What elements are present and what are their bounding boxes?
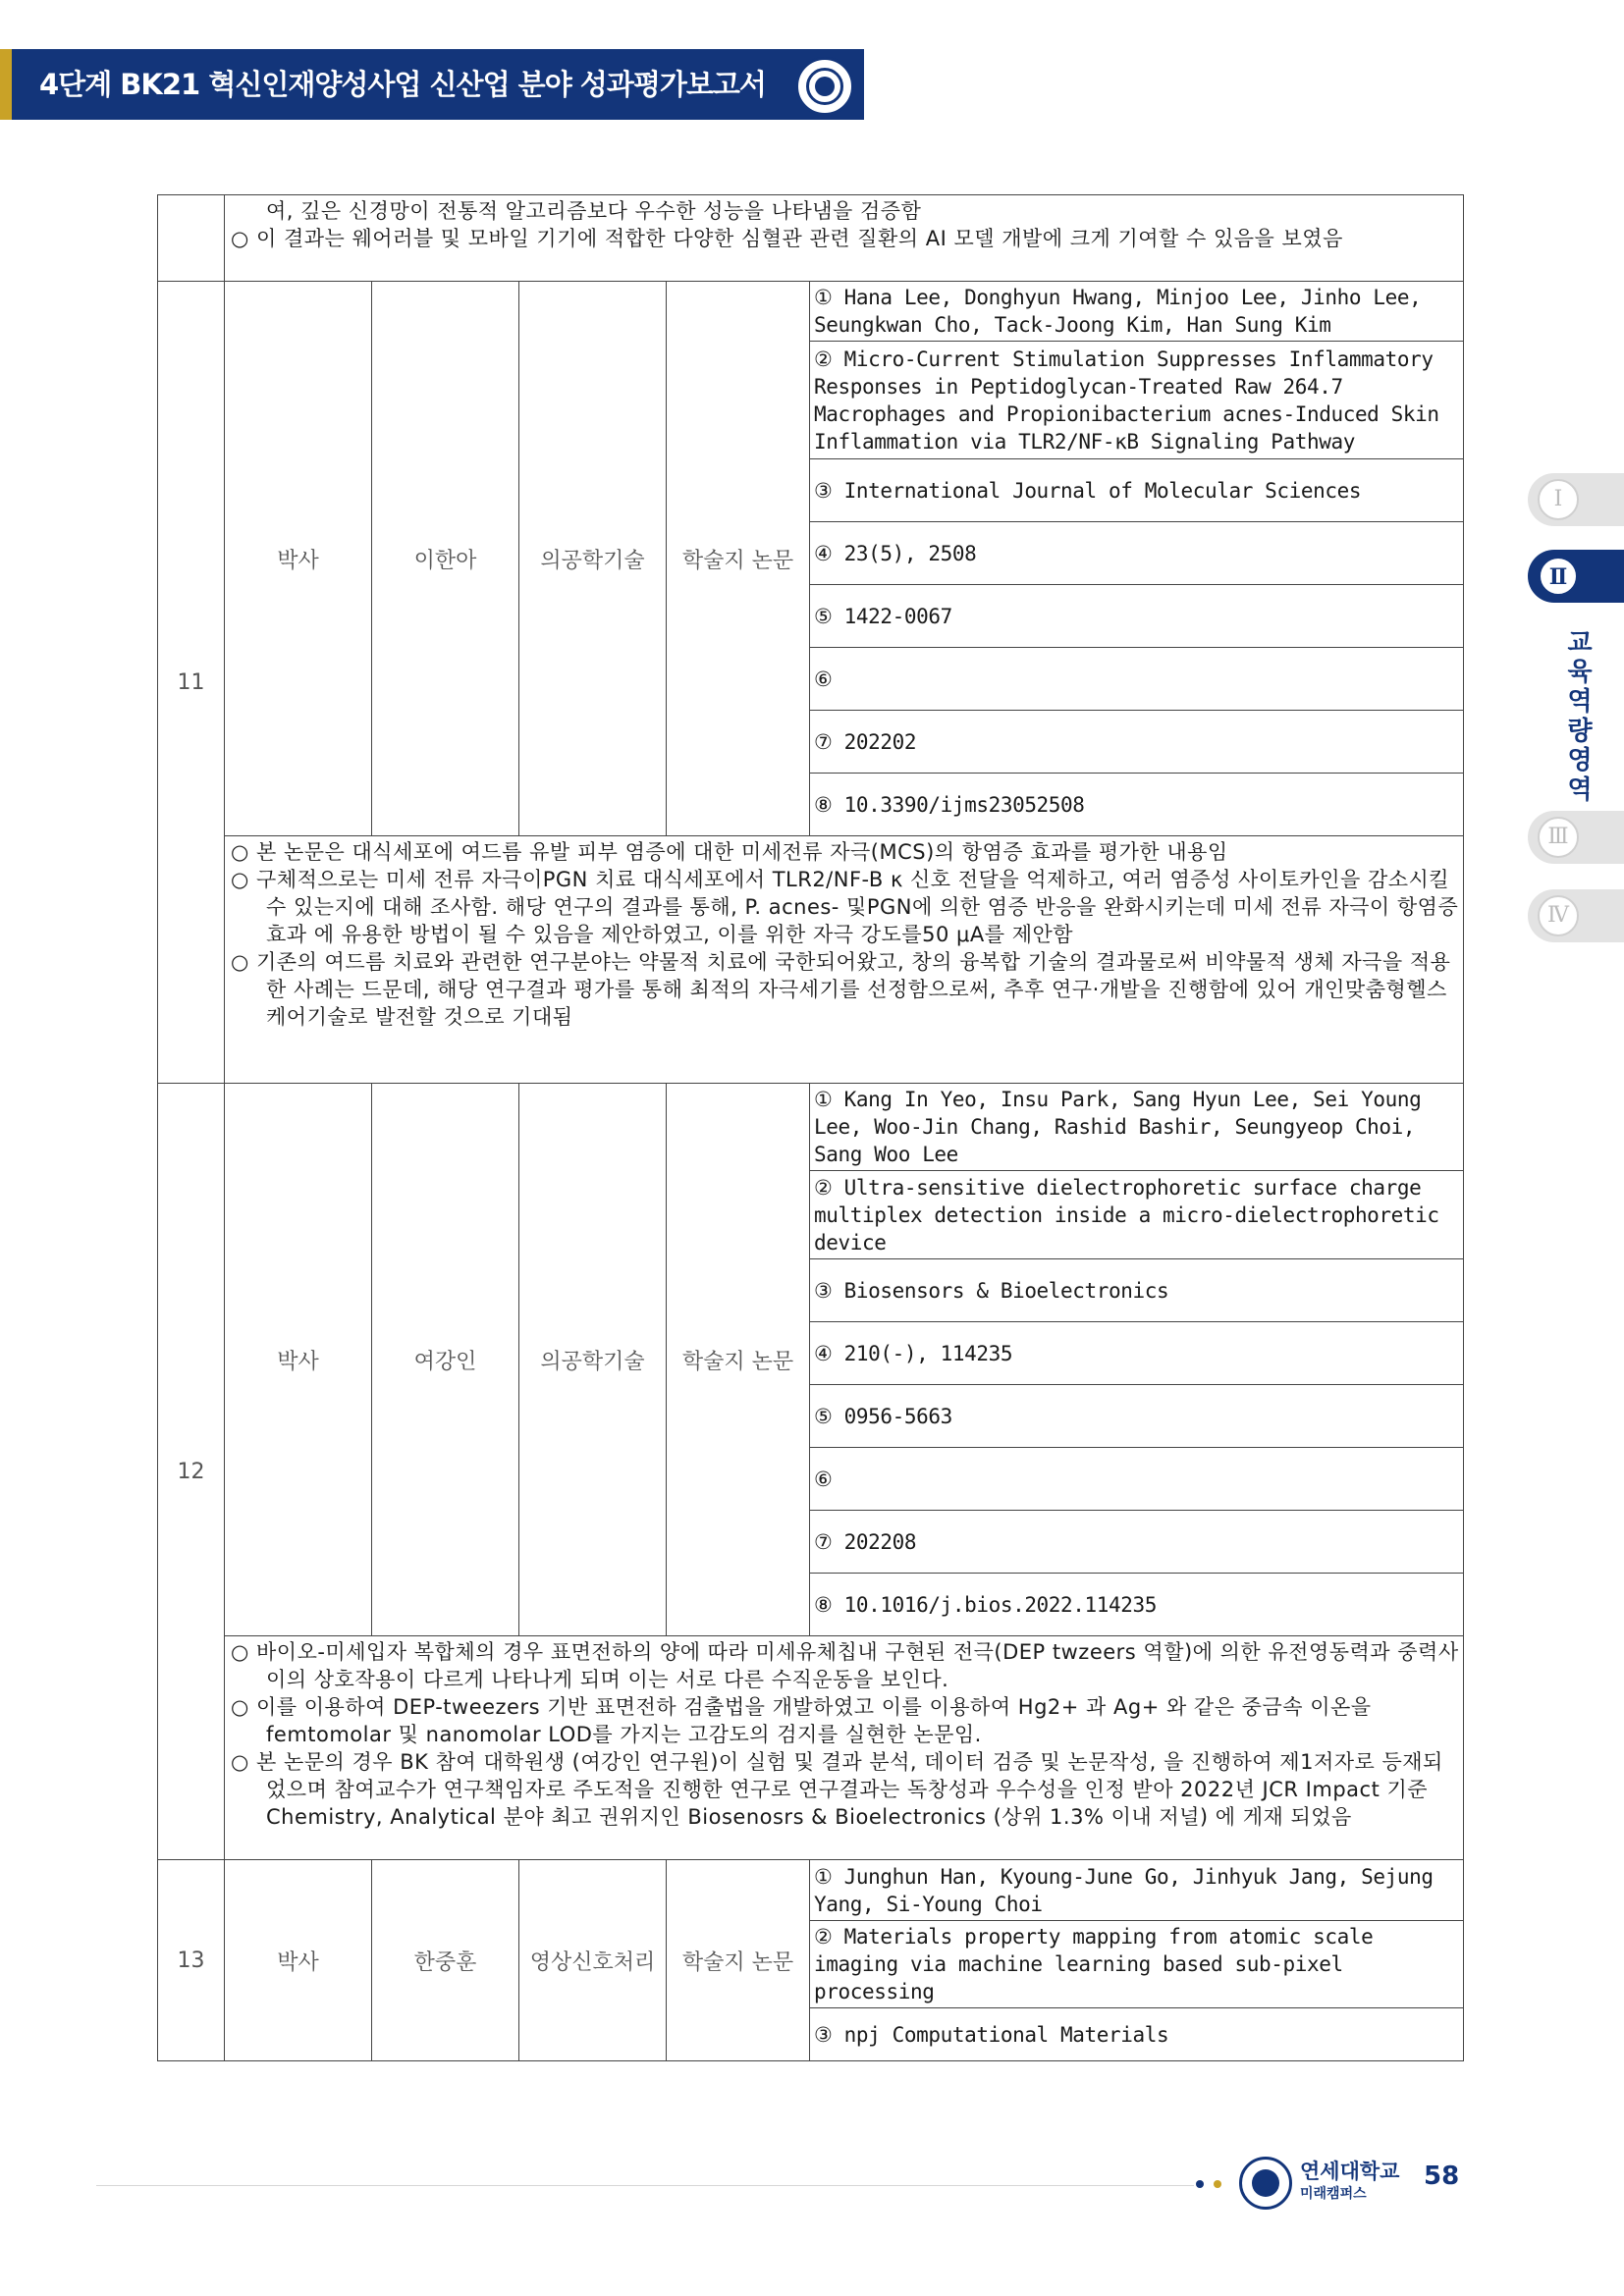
report-title: 4단계 BK21 혁신인재양성사업 신산업 분야 성과평가보고서 xyxy=(39,68,766,101)
side-tab-3-label: Ⅲ xyxy=(1538,817,1579,858)
entry-type: 학술지 논문 xyxy=(667,1084,810,1636)
detail-title: ② Ultra-sensitive dielectrophoretic surface charge multiplex detection inside a micro-dielectrophoretic device xyxy=(810,1171,1464,1259)
entry-description xyxy=(225,836,1464,1084)
university-emblem-icon xyxy=(795,57,854,116)
footer-campus-name: 미래캠퍼스 xyxy=(1300,2186,1367,2202)
detail-authors: ① Hana Lee, Donghyun Hwang, Minjoo Lee, Jinho Lee, Seungkwan Cho, Tack-Joong Kim, Han Sung Kim xyxy=(810,282,1464,342)
header-accent-tab xyxy=(0,49,12,120)
intro-line: 여, 깊은 신경망이 전통적 알고리즘보다 우수한 성능을 나타냄을 검증함 xyxy=(266,199,922,223)
entry-degree: 박사 xyxy=(225,282,372,836)
continued-no-cell xyxy=(158,195,225,282)
detail-doi: ⑧ 10.1016/j.bios.2022.114235 xyxy=(810,1574,1464,1636)
entry-type: 학술지 논문 xyxy=(667,282,810,836)
detail-blank: ⑥ xyxy=(810,1448,1464,1511)
entry-type: 학술지 논문 xyxy=(667,1860,810,2061)
intro-bullet: ○ 이 결과는 웨어러블 및 모바일 기기에 적합한 다양한 심혈관 관련 질환의 AI 모델 개발에 크게 기여할 수 있음을 보였음 xyxy=(231,227,1343,250)
detail-authors: ① Kang In Yeo, Insu Park, Sang Hyun Lee, Sei Young Lee, Woo-Jin Chang, Rashid Bashir, Seungyeop Choi, Sang Woo Lee xyxy=(810,1084,1464,1171)
footer-dot-icon xyxy=(1214,2180,1221,2188)
description-bullet: ○ 이를 이용하여 DEP-tweezers 기반 표면전하 검출법을 개발하였고 이를 이용하여 Hg2+ 과 Ag+ 와 같은 중금속 이온을 femtomolar 및 nanomolar LOD를 가지는 고감도의 검지를 실현한 논문임. xyxy=(231,1695,1372,1746)
entry-no: 12 xyxy=(158,1084,225,1860)
entry-no: 11 xyxy=(158,282,225,1084)
side-tab-1-label: Ⅰ xyxy=(1538,479,1579,520)
entry-no: 13 xyxy=(158,1860,225,2061)
detail-title: ② Materials property mapping from atomic scale imaging via machine learning based sub-pixel processing xyxy=(810,1921,1464,2008)
university-logo-icon xyxy=(1239,2157,1292,2210)
side-tab-1[interactable] xyxy=(1528,473,1624,526)
entry-name: 이한아 xyxy=(372,282,519,836)
detail-journal: ③ npj Computational Materials xyxy=(810,2008,1464,2061)
entry-degree: 박사 xyxy=(225,1860,372,2061)
detail-date: ⑦ 202208 xyxy=(810,1511,1464,1574)
achievement-table xyxy=(157,194,1464,2061)
detail-issn: ⑤ 1422-0067 xyxy=(810,585,1464,648)
detail-date: ⑦ 202202 xyxy=(810,711,1464,774)
continued-description-cell xyxy=(225,195,1464,282)
entry-field: 의공학기술 xyxy=(519,1084,667,1636)
page-number: 58 xyxy=(1424,2162,1460,2191)
description-bullet: ○ 본 논문의 경우 BK 참여 대학원생 (여강인 연구원)이 실험 및 결과 분석, 데이터 검증 및 논문작성, 을 진행하여 제1저자로 등재되었으며 참여교수가 연구책임자로 주도적을 진행한 연구로 연구결과는 독창성과 우수성을 인정 받아 2022년 JCR Impact 기준 Chemistry, Analytical 분야 최고 권위지인 Biosenosrs & Bioelectronics (상위 1.3% 이내 저널) 에 게재 되었음 xyxy=(231,1750,1443,1829)
footer-university-name: 연세대학교 xyxy=(1300,2160,1400,2183)
side-tab-2[interactable] xyxy=(1528,550,1624,603)
detail-journal: ③ International Journal of Molecular Sciences xyxy=(810,459,1464,522)
entry-field: 영상신호처리 xyxy=(519,1860,667,2061)
detail-issn: ⑤ 0956-5663 xyxy=(810,1385,1464,1448)
entry-name: 여강인 xyxy=(372,1084,519,1636)
description-bullet: ○ 기존의 여드름 치료와 관련한 연구분야는 약물적 치료에 국한되어왔고, 창의 융복합 기술의 결과물로써 비약물적 생체 자극을 적용한 사례는 드문데, 해당 연구결과 평가를 통해 최적의 자극세기를 선정함으로써, 추후 연구·개발을 진행함에 있어 개인맞춤형헬스케어기술로 발전할 것으로 기대됨 xyxy=(231,950,1451,1029)
detail-blank: ⑥ xyxy=(810,648,1464,711)
side-tab-4-label: Ⅳ xyxy=(1538,895,1579,936)
detail-authors: ① Junghun Han, Kyoung-June Go, Jinhyuk Jang, Sejung Yang, Si-Young Choi xyxy=(810,1860,1464,1921)
side-active-section-label: 교육역량 영역 xyxy=(1567,628,1593,805)
side-tab-3[interactable] xyxy=(1528,811,1624,864)
entry-degree: 박사 xyxy=(225,1084,372,1636)
description-bullet: ○ 바이오-미세입자 복합체의 경우 표면전하의 양에 따라 미세유체칩내 구현된 전극(DEP twzeers 역할)에 의한 유전영동력과 중력사이의 상호작용이 다르게 나타나게 되며 이는 서로 다른 수직운동을 보인다. xyxy=(231,1640,1459,1691)
detail-volume: ④ 23(5), 2508 xyxy=(810,522,1464,585)
detail-doi: ⑧ 10.3390/ijms23052508 xyxy=(810,774,1464,836)
side-tab-2-label: Ⅱ xyxy=(1538,556,1579,597)
detail-journal: ③ Biosensors & Bioelectronics xyxy=(810,1259,1464,1322)
footer-divider xyxy=(96,2185,1194,2186)
entry-field: 의공학기술 xyxy=(519,282,667,836)
detail-title: ② Micro-Current Stimulation Suppresses Inflammatory Responses in Peptidoglycan-Treated Raw 264.7 Macrophages and Propionibacterium acnes-Induced Skin Inflammation via TLR2/NF-κB Signaling Pathway xyxy=(810,342,1464,459)
footer-dot-icon xyxy=(1196,2180,1204,2188)
description-bullet: ○ 본 논문은 대식세포에 여드름 유발 피부 염증에 대한 미세전류 자극(MCS)의 항염증 효과를 평가한 내용임 xyxy=(231,840,1228,864)
side-tab-4[interactable] xyxy=(1528,889,1624,942)
entry-description xyxy=(225,1636,1464,1860)
detail-volume: ④ 210(-), 114235 xyxy=(810,1322,1464,1385)
entry-name: 한중훈 xyxy=(372,1860,519,2061)
description-bullet: ○ 구체적으로는 미세 전류 자극이PGN 치료 대식세포에서 TLR2/NF-B κ 신호 전달을 억제하고, 여러 염증성 사이토카인을 감소시킬 수 있는지에 대해 조사함. 해당 연구의 결과를 통해, P. acnes- 및PGN에 의한 염증 반응을 완화시키는데 미세 전류 자극이 항염증 효과 에 유용한 방법이 될 수 있음을 제안하였고, 이를 위한 자극 강도를50 μA를 제안함 xyxy=(231,868,1459,946)
